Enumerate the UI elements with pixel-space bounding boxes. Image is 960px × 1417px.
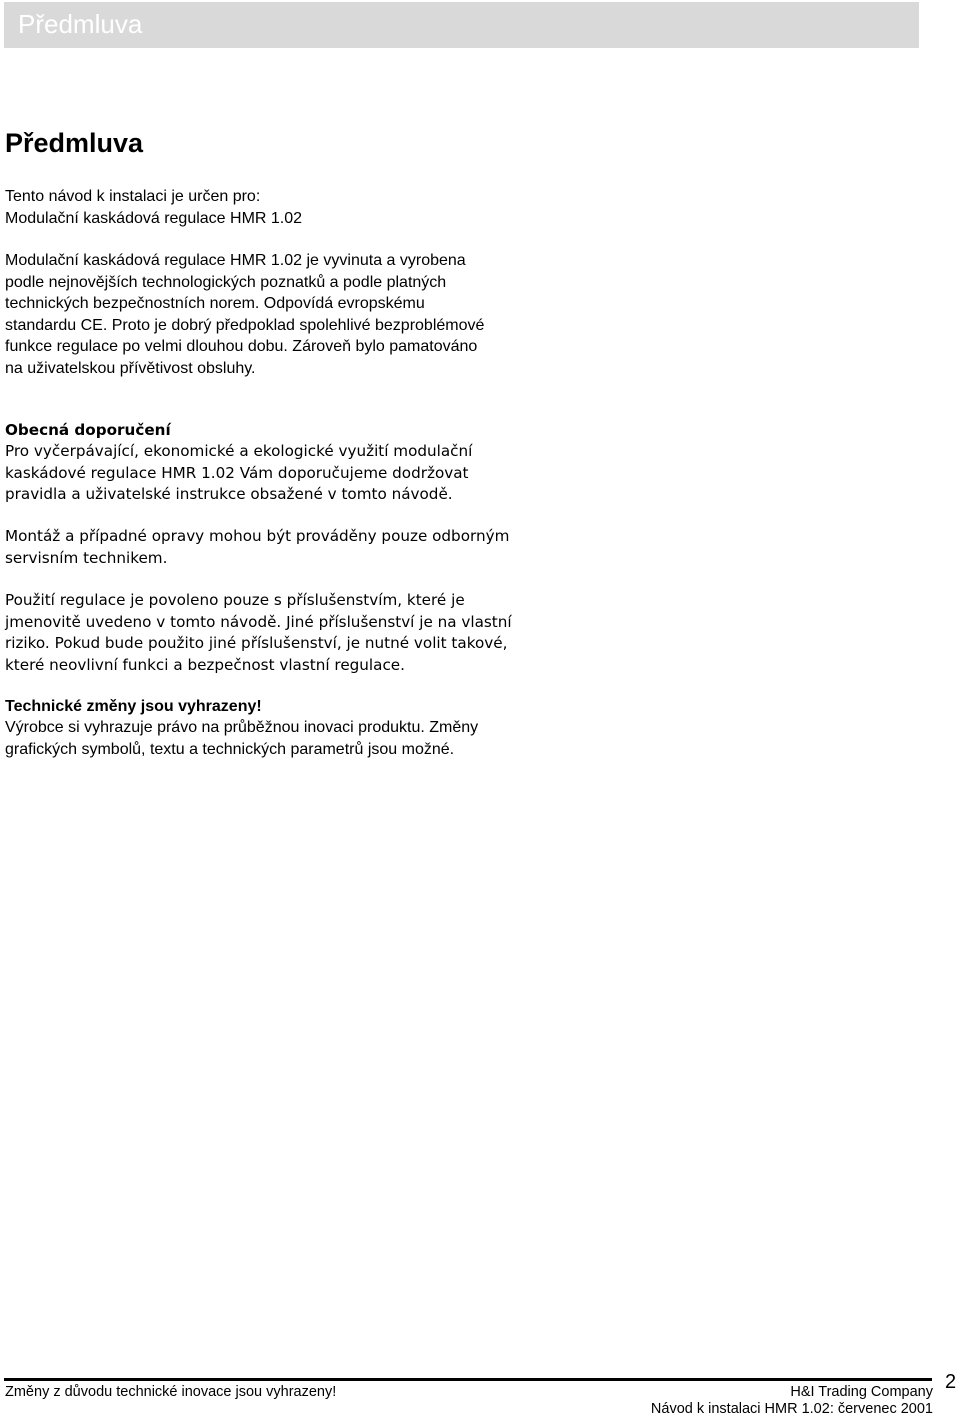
changes-title: Technické změny jsou vyhrazeny! <box>5 698 262 715</box>
footer-document-info: Návod k instalaci HMR 1.02: červenec 2001 <box>650 1401 933 1417</box>
recommendations-title: Obecná doporučení <box>5 421 171 439</box>
header-bar <box>4 2 919 48</box>
accessories-paragraph: Použití regulace je povoleno pouze s příslušenstvím, které je jmenovitě uvedeno v tomto návodě. Jiné příslušenství je na vlastní riziko. Pokud bude použito jiné příslušenství, je nutné volit takové, které neovlivní funkci a bezpečnost vlastní regulace. <box>5 591 512 674</box>
changes-paragraph: Výrobce si vyhrazuje právo na průběžnou inovaci produktu. Změny grafických symbolů, textu a technických parametrů jsou možné. <box>5 719 479 758</box>
recommendations-paragraph: Pro vyčerpávající, ekonomické a ekologické využití modulační kaskádové regulace HMR 1.02 Vám doporučujeme dodržovat pravidla a uživatelské instrukce obsažené v tomto návodě. <box>5 442 473 503</box>
intro-paragraph: Tento návod k instalaci je určen pro: Modulační kaskádová regulace HMR 1.02 <box>5 188 303 227</box>
page-title: Předmluva <box>5 128 144 158</box>
footer-divider <box>4 1378 932 1381</box>
installation-paragraph: Montáž a případné opravy mohou být prováděny pouze odborným servisním technikem. <box>5 527 510 567</box>
footer-company: H&I Trading Company <box>790 1384 933 1400</box>
page-number: 2 <box>945 1371 957 1393</box>
header-title: Předmluva <box>18 9 143 39</box>
footer-notice: Změny z důvodu technické inovace jsou vyhrazeny! <box>5 1384 337 1400</box>
description-paragraph: Modulační kaskádová regulace HMR 1.02 je vyvinuta a vyrobena podle nejnovějších technologických poznatků a podle platných technických bezpečnostních norem. Odpovídá evropskému standardu CE. Proto je dobrý předpoklad spolehlivé bezproblémové funkce regulace po velmi dlouhou dobu. Zároveň bylo pamatováno na uživatelskou přívětivost obsluhy. <box>5 252 485 377</box>
